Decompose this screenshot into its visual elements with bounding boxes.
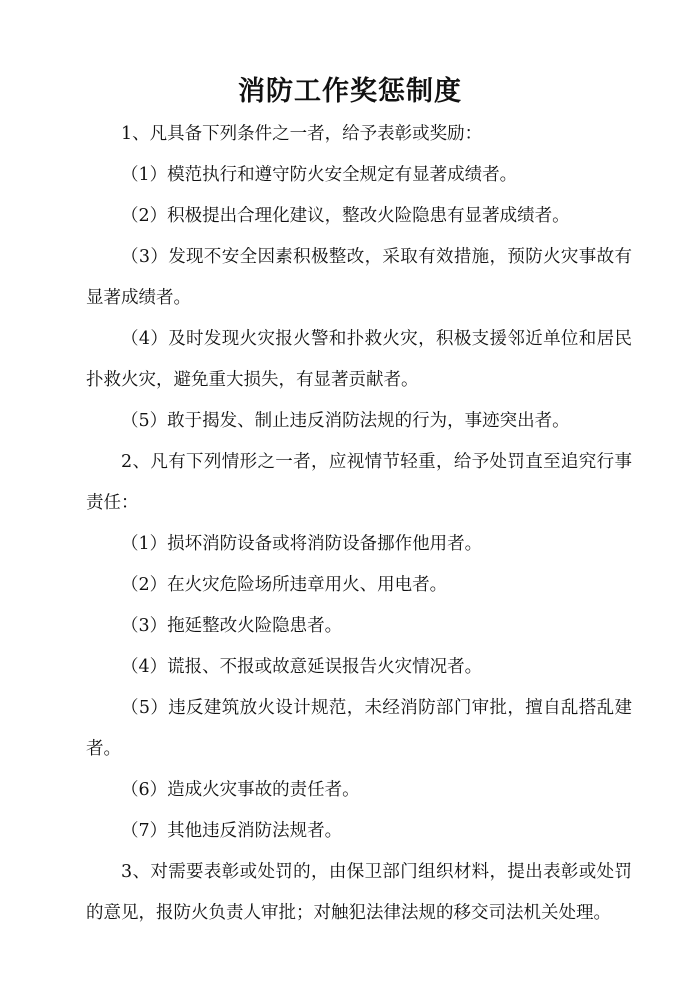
section-3-paragraph: 3、对需要表彰或处罚的，由保卫部门组织材料，提出表彰或处罚的意见，报防火负责人审批；对触犯法律法规的移交司法机关处理。	[86, 862, 632, 923]
reward-item-5: （5）敢于揭发、制止违反消防法规的行为，事迹突出者。	[121, 411, 570, 431]
reward-item-3: （3）发现不安全因素积极整改，采取有效措施，预防火灾事故有显著成绩者。	[86, 247, 632, 308]
reward-item-1: （1）模范执行和遵守防火安全规定有显著成绩者。	[121, 165, 518, 185]
penalty-item-3: （3）拖延整改火险隐患者。	[121, 616, 343, 636]
penalty-item-1: （1）损坏消防设备或将消防设备挪作他用者。	[121, 534, 483, 554]
section-2-heading: 2、凡有下列情形之一者，应视情节轻重，给予处罚直至追究行事责任：	[86, 452, 632, 513]
section-1-heading: 1、凡具备下列条件之一者，给予表彰或奖励：	[121, 124, 483, 144]
document-title: 消防工作奖惩制度	[238, 76, 462, 107]
penalty-item-2: （2）在火灾危险场所违章用火、用电者。	[121, 575, 448, 595]
penalty-item-7: （7）其他违反消防法规者。	[121, 821, 343, 841]
document-body	[86, 114, 632, 934]
penalty-item-4: （4）谎报、不报或故意延误报告火灾情况者。	[121, 657, 483, 677]
penalty-item-5: （5）违反建筑放火设计规范，未经消防部门审批，擅自乱搭乱建者。	[86, 698, 632, 759]
reward-item-2: （2）积极提出合理化建议，整改火险隐患有显著成绩者。	[121, 206, 570, 226]
reward-item-4: （4）及时发现火灾报火警和扑救火灾，积极支援邻近单位和居民扑救火灾，避免重大损失，有显著贡献者。	[86, 329, 632, 390]
penalty-item-6: （6）造成火灾事故的责任者。	[121, 780, 360, 800]
